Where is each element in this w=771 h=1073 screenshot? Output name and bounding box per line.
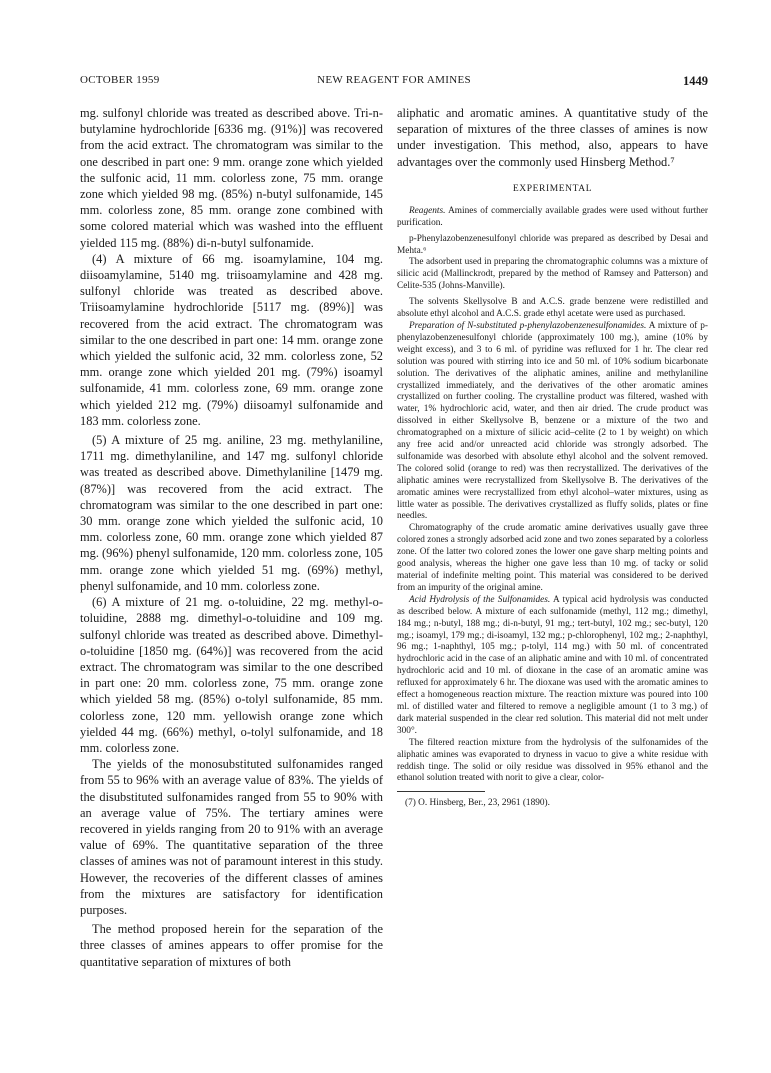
page-number: 1449 (683, 74, 708, 88)
paragraph-adsorbent: The adsorbent used in preparing the chromatographic columns was a mixture of silicic acid (Mallinckrodt, prepared by the method of Ramsey and Patterson) and Celite-535 (Johns-Manville). (397, 257, 708, 292)
paragraph-solvents: The solvents Skellysolve B and A.C.S. grade benzene were redistilled and absolute ethyl alcohol and A.C.S. grade ethyl acetate were used as purchased. (397, 297, 708, 320)
hydrolysis-label: Acid Hydrolysis of the Sulfonamides. (409, 594, 551, 605)
preparation-label: Preparation of N-substituted p-phenylazobenzenesulfonamides. (409, 320, 647, 331)
paragraph-yields: The yields of the monosubstituted sulfonamides ranged from 55 to 96% with an average value of 83%. The yields of the disubstituted sulfonamides ranged from 55 to 90% with an average value of 75%. The tertiary amines were recovered in yields ranging from 20 to 91% with an average value of 69%. The quantitative separation of the three classes of amines was not of paramount interest in this study. However, the recoveries of the different classes of amines from the mixtures are satisfactory for identification purposes. (80, 757, 383, 917)
footnote-7: (7) O. Hinsberg, Ber., 23, 2961 (1890). (405, 798, 550, 809)
paragraph-chromatography: Chromatography of the crude aromatic amine derivatives usually gave three colored zones a strongly adsorbed acid zone and two zones separated by a colorless zone. Of the latter two colored zones the lower one gave sharp melting points and good analysis, whereas the higher one gave less than 10 mg. of tacky or solid material of indefinite melting point. This material was considered to be derived from an impurity of the original amine. (397, 523, 708, 593)
reagents-label: Reagents. (409, 205, 446, 216)
hydrolysis-text: A typical acid hydrolysis was conducted as described below. A mixture of each sulfonamide (methyl, 112 mg.; dimethyl, 184 mg.; n-butyl, 188 mg.; di-n-butyl, 91 mg.; tert-butyl, 102 mg.; sec-butyl, 120 mg.; isoamyl, 179 mg.; di-isoamyl, 132 mg.; p-chlorophenyl, 102 mg.; 2-naphthyl, 96 mg.; 1-naphthyl, 105 mg.; p-tolyl, 114 mg.) with 50 ml. of concentrated hydrochloric acid in the case of an aliphatic amine and with 10 ml. of concentrated hydrochloric acid and 10 ml. of dioxane in the case of an aromatic amine was refluxed for approximately 6 hr. The dioxane was used with the aromatic amines to effect a homogeneous reaction mixture. The reaction mixture was poured into 100 ml. of distilled water and filtered to remove a negligible amount (1 to 3 mg.) of dark material suspended in the clear red solution. This material did not melt under 300°. (397, 594, 708, 736)
section-heading-experimental: EXPERIMENTAL (512, 183, 593, 194)
reagents-text: Amines of commercially available grades were used without further purification. (397, 205, 708, 228)
paragraph-hydrolysis (397, 595, 708, 738)
paragraph-part5: (5) A mixture of 25 mg. aniline, 23 mg. methylaniline, 1711 mg. dimethylaniline, and 147 mg. sulfonyl chloride was treated as described above. Dimethylaniline [1479 mg. (87%)] was recovered from the acid extract. The chromatogram was similar to the one described in part one: 30 mm. orange zone which yielded the sulfonic acid, 10 mm. colorless zone, 60 mm. orange zone which yielded 87 mg. (96%) phenyl sulfonamide, 120 mm. colorless zone, 105 mm. orange zone which yielded 51 mg. (69%) methyl, phenyl sulfonamide, and 10 mm. colorless zone. (80, 433, 383, 593)
preparation-text: A mixture of p-phenylazobenzenesulfonyl chloride (approximately 100 mg.), amine (10% by weight excess), and 3 to 6 ml. of pyridine was refluxed for 1 hr. The clear red solution was poured with stirring into ice and 50 ml. of 10% sodium bicarbonate solution. The derivatives of the aliphatic amines, aniline and methylaniline crystallized immediately, and the derivatives of the other aromatic amines crystallized on further cooling. The crystalline product was filtered, washed with water, 1% hydrochloric acid, water, and then air dried. The crude product was dissolved in either Skellysolve B, benzene or a mixture of the two and chromatographed on a mixture of silicic acid–celite (2 to 1 by weight) on which any free acid and/or unreacted acid chloride was strongly adsorbed. The sulfonamide was desorbed with absolute ethyl alcohol and the solvent removed. The colored solid (orange to red) was then recrystallized. The derivatives of the aliphatic amines were recrystallized from Skellysolve B. The derivatives of the aromatic amines were recrystallized from ethyl alcohol–water mixtures, using as little water as possible. The derivatives crystallized as fluffy solids, plates or fine needles. (397, 320, 708, 522)
paragraph-preparation (397, 321, 708, 523)
running-header (80, 74, 708, 90)
left-column (80, 105, 383, 970)
paragraph-part4: (4) A mixture of 66 mg. isoamylamine, 104 mg. diisoamylamine, 5140 mg. triisoamylamine and 428 mg. sulfonyl chloride was treated as described above. Triisoamylamine hydrochloride [5117 mg. (89%)] was recovered from the acid extract. The chromatogram was similar to the one described in part one: 14 mm. orange zone which yielded the sulfonic acid, 32 mm. colorless zone, 52 mm. orange zone which yielded 201 mg. (79%) isoamyl sulfonamide, 41 mm. colorless zone, 69 mm. orange zone which yielded 212 mg. (79%) diisoamyl sulfonamide and 183 mm. colorless zone. (80, 251, 383, 428)
paragraph-filtered-mixture: The filtered reaction mixture from the hydrolysis of the sulfonamides of the aliphatic amines was evaporated to dryness in vacuo to give a white residue with reddish tinge. The solid or oily residue was dissolved in 95% ethanol and the ethanol solution treated with norit to give a clear, color- (397, 737, 708, 784)
right-column (397, 105, 708, 809)
paragraph-sulfonyl-chloride: p-Phenylazobenzenesulfonyl chloride was prepared as described by Desai and Mehta.⁶ (397, 233, 708, 256)
paragraph-part3-continued: mg. sulfonyl chloride was treated as described above. Tri-n-butylamine hydrochloride [6336 mg. (91%)] was recovered from the acid extract. The chromatogram was similar to the one described in part one: 9 mm. orange zone which yielded the sulfonic acid, 11 mm. colorless zone, 75 mm. orange zone which yielded 98 mg. (85%) n-butyl sulfonamide, 145 mm. colorless zone, 85 mm. orange zone combined with some colored material which was washed into the effluent yielded 115 mg. (88%) di-n-butyl sulfonamide. (80, 106, 383, 250)
paragraph-part6: (6) A mixture of 21 mg. o-toluidine, 22 mg. methyl-o-toluidine, 2888 mg. dimethyl-o-toluidine and 109 mg. sulfonyl chloride was treated as described above. Dimethyl-o-toluidine [1850 mg. (64%)] was recovered from the acid extract. The chromatogram was similar to the one described in part one: 20 mm. colorless zone, 75 mm. orange zone which yielded 58 mg. (85%) o-tolyl sulfonamide, 85 mm. colorless zone, 120 mm. yellowish orange zone which yielded 44 mg. (66%) methyl, o-tolyl sulfonamide, and 18 mm. colorless zone. (80, 595, 383, 755)
footnote-divider (397, 791, 485, 792)
header-title: NEW REAGENT FOR AMINES (317, 74, 471, 86)
paragraph-method: The method proposed herein for the separation of the three classes of amines appears to offer promise for the quantitative separation of mixtures of both (80, 922, 383, 969)
paragraph-reagents (397, 206, 708, 230)
paragraph-intro-continued: aliphatic and aromatic amines. A quantitative study of the separation of mixtures of the three classes of amines is now under investigation. This method, also, appears to have advantages over the commonly used Hinsberg Method.⁷ (397, 106, 708, 169)
header-date: OCTOBER 1959 (80, 74, 160, 86)
